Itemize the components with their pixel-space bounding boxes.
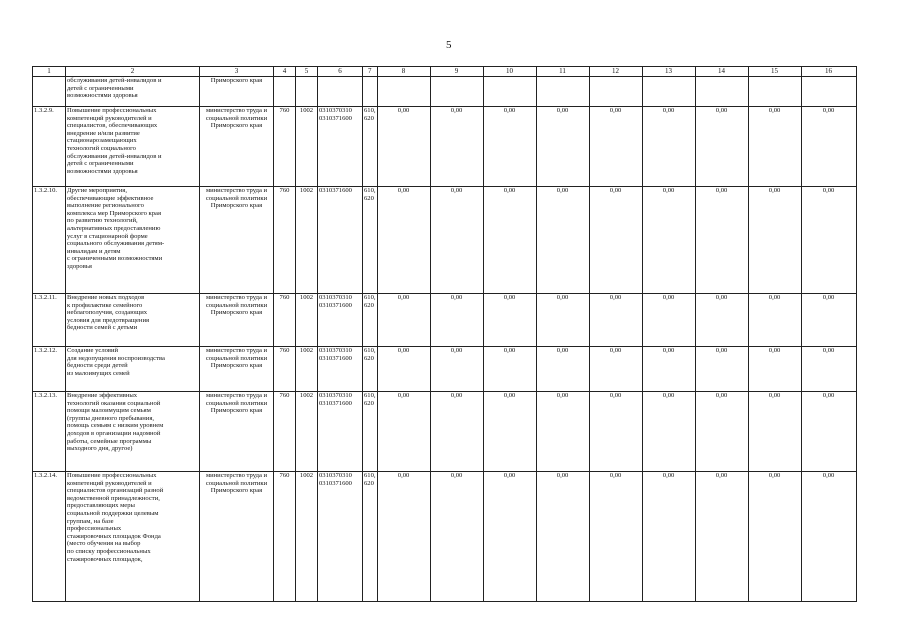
expense-type-code: 610, 620 (363, 107, 378, 187)
amount-cell: 0,00 (748, 392, 801, 472)
item-name: Повышение профессиональных компетенций руководителей и специалистов, обеспечивающих внедрение и/или развитие стационарозамещающих технологий социального обслуживания детей-инвалидов и детей с ограниченными возможностями здоровья (66, 107, 200, 187)
column-number-row (33, 67, 857, 77)
amount-cell: 0,00 (801, 294, 856, 347)
amount-cell: 0,00 (483, 294, 536, 347)
section-code: 1002 (296, 472, 318, 602)
target-article-code (318, 77, 363, 107)
item-code: 1.3.2.12. (33, 347, 66, 392)
executor: министерство труда и социальной политики Приморского края (200, 294, 274, 347)
amount-cell: 0,00 (642, 347, 695, 392)
grbs-code: 760 (274, 187, 296, 294)
expense-type-code: 610, 620 (363, 294, 378, 347)
amount-cell: 0,00 (748, 107, 801, 187)
item-name: Создание условий для недопущения воспроизводства бедности среди детей из малоимущих семей (66, 347, 200, 392)
grbs-code: 760 (274, 472, 296, 602)
amount-cell (801, 77, 856, 107)
item-name: Внедрение новых подходов к профилактике семейного неблагополучия, создающих условия для предотвращения бедности семей с детьми (66, 294, 200, 347)
amount-cell (589, 77, 642, 107)
table-row (33, 347, 857, 392)
item-name: обслуживания детей-инвалидов и детей с ограниченными возможностями здоровья (66, 77, 200, 107)
grbs-code: 760 (274, 392, 296, 472)
amount-cell: 0,00 (589, 472, 642, 602)
amount-cell: 0,00 (748, 187, 801, 294)
expense-type-code: 610, 620 (363, 392, 378, 472)
table-row (33, 472, 857, 602)
item-code: 1.3.2.11. (33, 294, 66, 347)
column-number: 4 (274, 67, 296, 77)
amount-cell: 0,00 (377, 187, 430, 294)
column-number: 5 (296, 67, 318, 77)
amount-cell: 0,00 (589, 294, 642, 347)
target-article-code: 0310370310 0310371600 (318, 392, 363, 472)
executor: министерство труда и социальной политики Приморского края (200, 347, 274, 392)
table-row (33, 107, 857, 187)
amount-cell: 0,00 (536, 347, 589, 392)
expense-type-code (363, 77, 378, 107)
amount-cell: 0,00 (801, 107, 856, 187)
amount-cell: 0,00 (589, 392, 642, 472)
amount-cell: 0,00 (695, 294, 748, 347)
amount-cell: 0,00 (483, 347, 536, 392)
item-code: 1.3.2.14. (33, 472, 66, 602)
table-row (33, 392, 857, 472)
amount-cell: 0,00 (483, 472, 536, 602)
target-article-code: 0310370310 0310371600 (318, 472, 363, 602)
amount-cell: 0,00 (642, 392, 695, 472)
item-code: 1.3.2.10. (33, 187, 66, 294)
amount-cell: 0,00 (536, 294, 589, 347)
item-name: Повышение профессиональных компетенций руководителей и специалистов организаций разной ведомственной принадлежности, предоставляющих меры социальной поддержки целевым группам, на базе профессиональных стажировочных площадок Фонда (место обучения на выбор по списку профессиональных стажировочных площадок, (66, 472, 200, 602)
target-article-code: 0310370310 0310371600 (318, 347, 363, 392)
column-number: 2 (66, 67, 200, 77)
section-code: 1002 (296, 107, 318, 187)
item-code: 1.3.2.13. (33, 392, 66, 472)
amount-cell: 0,00 (536, 187, 589, 294)
item-code: 1.3.2.9. (33, 107, 66, 187)
target-article-code: 0310370310 0310371600 (318, 294, 363, 347)
amount-cell: 0,00 (430, 472, 483, 602)
amount-cell: 0,00 (483, 107, 536, 187)
column-number: 8 (377, 67, 430, 77)
column-number: 13 (642, 67, 695, 77)
grbs-code: 760 (274, 107, 296, 187)
amount-cell: 0,00 (536, 472, 589, 602)
column-number: 9 (430, 67, 483, 77)
amount-cell: 0,00 (430, 107, 483, 187)
column-number: 6 (318, 67, 363, 77)
amount-cell: 0,00 (695, 472, 748, 602)
amount-cell: 0,00 (536, 392, 589, 472)
amount-cell: 0,00 (377, 107, 430, 187)
amount-cell: 0,00 (536, 107, 589, 187)
table-row (33, 187, 857, 294)
amount-cell (695, 77, 748, 107)
amount-cell (642, 77, 695, 107)
page-number: 5 (446, 39, 452, 51)
amount-cell: 0,00 (377, 347, 430, 392)
target-article-code: 0310370310 0310371600 (318, 107, 363, 187)
amount-cell: 0,00 (430, 392, 483, 472)
item-code (33, 77, 66, 107)
executor: министерство труда и социальной политики Приморского края (200, 472, 274, 602)
expense-type-code: 610, 620 (363, 472, 378, 602)
budget-table (32, 66, 857, 602)
amount-cell: 0,00 (748, 472, 801, 602)
amount-cell: 0,00 (695, 187, 748, 294)
amount-cell: 0,00 (748, 347, 801, 392)
section-code: 1002 (296, 187, 318, 294)
section-code (296, 77, 318, 107)
amount-cell: 0,00 (801, 392, 856, 472)
table-row (33, 294, 857, 347)
executor: министерство труда и социальной политики Приморского края (200, 107, 274, 187)
amount-cell: 0,00 (377, 392, 430, 472)
item-name: Внедрение эффективных технологий оказания социальной помощи малоимущим семьям (группы дневного пребывания, помощь семьям с низким уровнем доходов в организации надомной работы, семейные программы выходного дня, другое) (66, 392, 200, 472)
executor: министерство труда и социальной политики Приморского края (200, 187, 274, 294)
amount-cell: 0,00 (801, 472, 856, 602)
executor: Приморского края (200, 77, 274, 107)
section-code: 1002 (296, 392, 318, 472)
column-number: 7 (363, 67, 378, 77)
item-name: Другие мероприятия, обеспечивающие эффективное выполнение регионального комплекса мер Приморского края по развитию технологий, альтернативных предоставлению услуг в стационарной форме социального обслуживания детям- инвалидам и детям с ограниченными возможностями здоровья (66, 187, 200, 294)
column-number: 15 (748, 67, 801, 77)
amount-cell: 0,00 (483, 392, 536, 472)
amount-cell: 0,00 (483, 187, 536, 294)
executor: министерство труда и социальной политики Приморского края (200, 392, 274, 472)
amount-cell: 0,00 (642, 294, 695, 347)
amount-cell (430, 77, 483, 107)
expense-type-code: 610, 620 (363, 347, 378, 392)
amount-cell (377, 77, 430, 107)
column-number: 11 (536, 67, 589, 77)
amount-cell: 0,00 (377, 472, 430, 602)
table-body (33, 67, 857, 602)
amount-cell: 0,00 (589, 107, 642, 187)
amount-cell: 0,00 (430, 347, 483, 392)
amount-cell (483, 77, 536, 107)
amount-cell: 0,00 (430, 187, 483, 294)
amount-cell (748, 77, 801, 107)
amount-cell: 0,00 (801, 347, 856, 392)
expense-type-code: 610, 620 (363, 187, 378, 294)
amount-cell: 0,00 (377, 294, 430, 347)
amount-cell (536, 77, 589, 107)
amount-cell: 0,00 (642, 187, 695, 294)
section-code: 1002 (296, 294, 318, 347)
column-number: 16 (801, 67, 856, 77)
amount-cell: 0,00 (430, 294, 483, 347)
column-number: 12 (589, 67, 642, 77)
section-code: 1002 (296, 347, 318, 392)
amount-cell: 0,00 (801, 187, 856, 294)
column-number: 3 (200, 67, 274, 77)
amount-cell: 0,00 (695, 347, 748, 392)
amount-cell: 0,00 (695, 107, 748, 187)
table-row (33, 77, 857, 107)
target-article-code: 0310371600 (318, 187, 363, 294)
column-number: 1 (33, 67, 66, 77)
grbs-code (274, 77, 296, 107)
amount-cell: 0,00 (748, 294, 801, 347)
column-number: 10 (483, 67, 536, 77)
amount-cell: 0,00 (695, 392, 748, 472)
amount-cell: 0,00 (642, 107, 695, 187)
amount-cell: 0,00 (589, 187, 642, 294)
grbs-code: 760 (274, 294, 296, 347)
amount-cell: 0,00 (589, 347, 642, 392)
amount-cell: 0,00 (642, 472, 695, 602)
column-number: 14 (695, 67, 748, 77)
grbs-code: 760 (274, 347, 296, 392)
